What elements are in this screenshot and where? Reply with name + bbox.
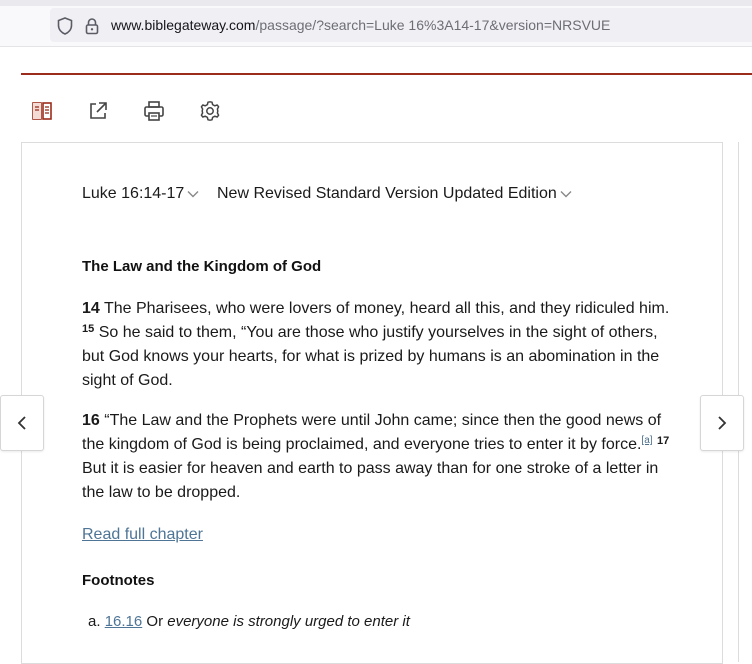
next-passage-button[interactable] <box>700 395 744 451</box>
print-button[interactable] <box>137 94 171 128</box>
footnote-text: everyone is strongly urged to enter it <box>167 613 410 630</box>
verse-number: 14 <box>82 300 100 317</box>
url-host: www.biblegateway.com <box>111 17 256 33</box>
previous-passage-button[interactable] <box>0 395 44 451</box>
footnotes-title: Footnotes <box>82 572 155 589</box>
verse-text: “The Law and the Prophets were until John came; since then the good news of the kingdom of God is being proclaimed, and everyone tries to enter it by force. <box>82 412 662 453</box>
verse-number: 17 <box>657 435 670 447</box>
passage-paragraph <box>82 409 672 505</box>
shield-icon[interactable] <box>57 17 73 35</box>
verse-number: 15 <box>82 323 95 335</box>
verse-text: But it is easier for heaven and earth to pass away than for one stroke of a letter in the law to be dropped. <box>82 460 659 501</box>
footnote-ref-link[interactable]: 16.16 <box>104 613 143 630</box>
footnote-item <box>88 613 410 630</box>
footnote-label: a. <box>88 613 101 630</box>
footnote-marker[interactable]: [a] <box>641 435 653 446</box>
version-dropdown[interactable] <box>217 185 572 203</box>
settings-gear-icon <box>199 100 221 122</box>
section-heading: The Law and the Kingdom of God <box>82 258 322 275</box>
open-external-icon <box>87 100 109 122</box>
version-name: New Revised Standard Version Updated Edition <box>217 185 557 202</box>
url-path: /passage/?search=Luke 16%3A14-17&version=NRSVUE <box>255 17 611 33</box>
parallel-view-button[interactable] <box>25 94 59 128</box>
lock-icon[interactable] <box>85 17 99 35</box>
chevron-right-icon <box>716 415 728 431</box>
print-icon <box>143 100 165 122</box>
url-text[interactable] <box>111 17 610 33</box>
verse-text: So he said to them, “You are those who justify yourselves in the sight of others, but God knows your hearts, for what is prized by humans is an abomination in the sight of God. <box>82 324 660 389</box>
verse-number: 16 <box>82 412 100 429</box>
verse-text: The Pharisees, who were lovers of money, heard all this, and they ridiculed him. <box>103 300 670 317</box>
chevron-left-icon <box>16 415 28 431</box>
passage-reference-dropdown[interactable] <box>82 185 199 203</box>
header-divider <box>21 73 752 75</box>
chevron-down-icon <box>187 190 199 198</box>
open-external-button[interactable] <box>81 94 115 128</box>
chevron-down-icon <box>560 190 572 198</box>
parallel-view-icon <box>31 100 53 122</box>
passage-reference: Luke 16:14-17 <box>82 185 185 202</box>
tab-strip <box>0 0 752 6</box>
footnote-lead: Or <box>146 613 164 630</box>
passage-paragraph <box>82 297 672 393</box>
settings-button[interactable] <box>193 94 227 128</box>
read-full-chapter-link[interactable]: Read full chapter <box>82 526 203 543</box>
